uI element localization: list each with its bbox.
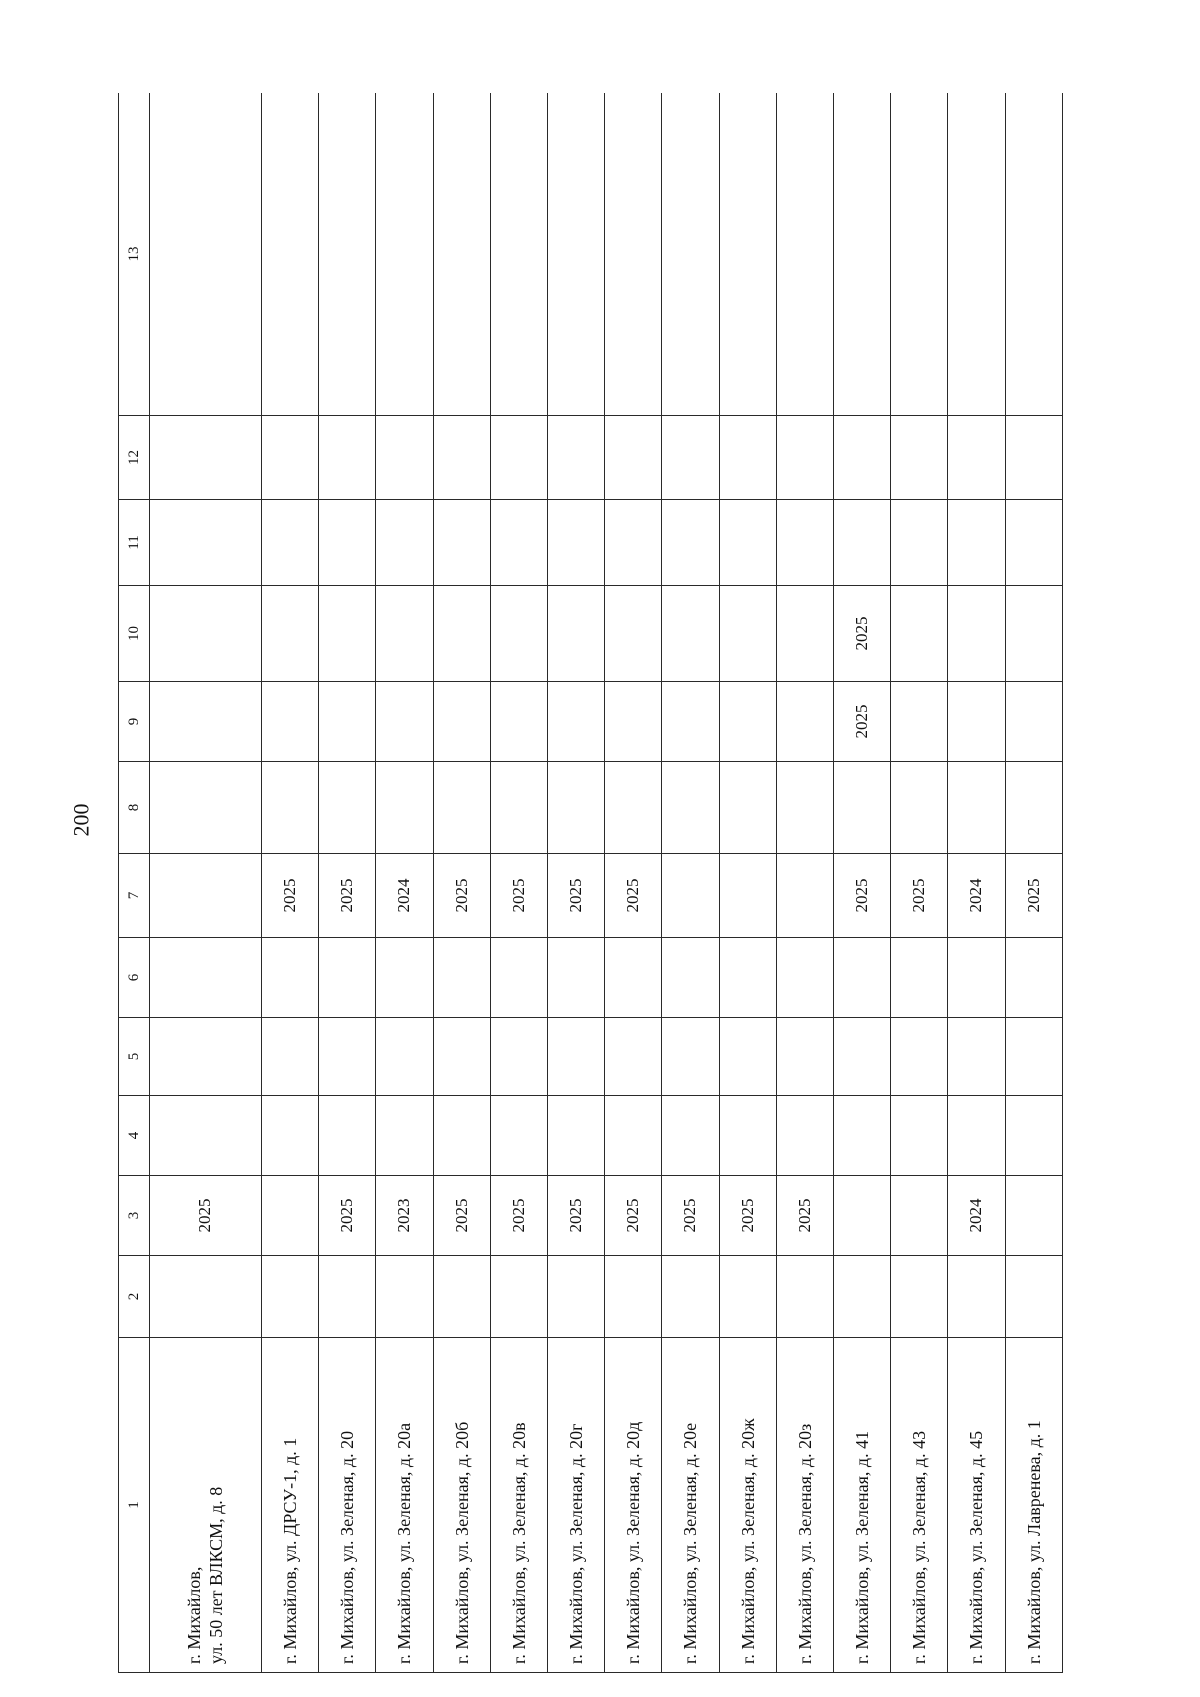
- value-cell-col-5: [547, 1018, 604, 1096]
- value-cell-col-4: [1005, 1096, 1062, 1176]
- value-cell-col-12: [261, 416, 318, 500]
- value-cell-col-2: [662, 1256, 719, 1338]
- value-cell-col-3: [833, 1176, 890, 1256]
- value-cell-col-5: [833, 1018, 890, 1096]
- value-cell-col-11: [547, 500, 604, 586]
- value-cell-col-4: [662, 1096, 719, 1176]
- value-cell-col-8: [433, 762, 490, 854]
- value-cell-col-4: [490, 1096, 547, 1176]
- value-cell-col-4: [719, 1096, 776, 1176]
- value-cell-col-11: [261, 500, 318, 586]
- value-cell-col-12: [776, 416, 833, 500]
- value-cell-col-3: 2025: [319, 1176, 376, 1256]
- value-cell-col-6: [261, 938, 318, 1018]
- table-row: [261, 93, 318, 1673]
- address-cell: [376, 1338, 433, 1673]
- value-cell-col-10: 2025: [833, 586, 890, 682]
- value-cell-col-11: [319, 500, 376, 586]
- value-cell-col-5: [776, 1018, 833, 1096]
- address-line: г. Михайлов, ул. Зеленая, д. 20г: [566, 1423, 587, 1664]
- address-line: г. Михайлов, ул. Зеленая, д. 45: [966, 1430, 987, 1664]
- value-cell-col-9: [261, 682, 318, 762]
- value-cell-col-7: [150, 854, 262, 938]
- value-cell-col-10: [319, 586, 376, 682]
- address-cell: [433, 1338, 490, 1673]
- value-cell-col-11: [433, 500, 490, 586]
- value-cell-col-12: [1005, 416, 1062, 500]
- value-cell-col-3: 2024: [948, 1176, 1005, 1256]
- value-cell-col-3: 2025: [605, 1176, 662, 1256]
- header-row: [119, 93, 150, 1673]
- value-cell-col-5: [490, 1018, 547, 1096]
- table-row: [547, 93, 604, 1673]
- value-cell-col-10: [1005, 586, 1062, 682]
- value-cell-col-4: [150, 1096, 262, 1176]
- value-cell-col-2: [833, 1256, 890, 1338]
- value-cell-col-10: [891, 586, 948, 682]
- value-cell-col-9: [319, 682, 376, 762]
- value-cell-col-7: [719, 854, 776, 938]
- value-cell-col-3: 2025: [490, 1176, 547, 1256]
- value-cell-col-5: [433, 1018, 490, 1096]
- value-cell-col-12: [319, 416, 376, 500]
- value-cell-col-11: [1005, 500, 1062, 586]
- value-cell-col-6: [547, 938, 604, 1018]
- value-cell-col-12: [833, 416, 890, 500]
- value-cell-col-13: [662, 93, 719, 416]
- value-cell-col-3: 2025: [662, 1176, 719, 1256]
- value-cell-col-12: [719, 416, 776, 500]
- address-cell: [662, 1338, 719, 1673]
- value-cell-col-9: 2025: [833, 682, 890, 762]
- column-header-9: 9: [119, 682, 150, 762]
- rotated-table-container: [118, 93, 1063, 1673]
- value-cell-col-7: 2024: [376, 854, 433, 938]
- value-cell-col-2: [261, 1256, 318, 1338]
- value-cell-col-13: [605, 93, 662, 416]
- value-cell-col-2: [319, 1256, 376, 1338]
- column-header-2: 2: [119, 1256, 150, 1338]
- address-cell: [1005, 1338, 1062, 1673]
- column-header-8: 8: [119, 762, 150, 854]
- column-header-12: 12: [119, 416, 150, 500]
- address-line: г. Михайлов, ул. Зеленая, д. 20а: [394, 1422, 415, 1664]
- table-row: [719, 93, 776, 1673]
- value-cell-col-3: [1005, 1176, 1062, 1256]
- value-cell-col-12: [605, 416, 662, 500]
- address-line: г. Михайлов, ул. Зеленая, д. 41: [852, 1430, 873, 1664]
- schedule-table: [118, 93, 1063, 1673]
- value-cell-col-13: [547, 93, 604, 416]
- table-row: [376, 93, 433, 1673]
- value-cell-col-4: [833, 1096, 890, 1176]
- value-cell-col-7: 2024: [948, 854, 1005, 938]
- address-line: ул. 50 лет ВЛКСМ, д. 8: [206, 1486, 227, 1664]
- address-line: г. Михайлов, ул. Зеленая, д. 20е: [680, 1422, 701, 1664]
- table-row: [319, 93, 376, 1673]
- value-cell-col-2: [948, 1256, 1005, 1338]
- table-row: [150, 93, 262, 1673]
- value-cell-col-13: [319, 93, 376, 416]
- value-cell-col-2: [376, 1256, 433, 1338]
- value-cell-col-4: [547, 1096, 604, 1176]
- value-cell-col-3: 2023: [376, 1176, 433, 1256]
- value-cell-col-4: [605, 1096, 662, 1176]
- value-cell-col-13: [891, 93, 948, 416]
- value-cell-col-7: 2025: [490, 854, 547, 938]
- value-cell-col-5: [261, 1018, 318, 1096]
- address-cell: [150, 1338, 262, 1673]
- value-cell-col-9: [490, 682, 547, 762]
- value-cell-col-8: [319, 762, 376, 854]
- value-cell-col-13: [150, 93, 262, 416]
- value-cell-col-8: [891, 762, 948, 854]
- value-cell-col-7: 2025: [261, 854, 318, 938]
- value-cell-col-11: [490, 500, 547, 586]
- value-cell-col-6: [948, 938, 1005, 1018]
- value-cell-col-3: 2025: [150, 1176, 262, 1256]
- value-cell-col-3: 2025: [719, 1176, 776, 1256]
- value-cell-col-7: [776, 854, 833, 938]
- value-cell-col-8: [261, 762, 318, 854]
- value-cell-col-12: [150, 416, 262, 500]
- value-cell-col-10: [433, 586, 490, 682]
- value-cell-col-4: [891, 1096, 948, 1176]
- column-header-5: 5: [119, 1018, 150, 1096]
- value-cell-col-12: [376, 416, 433, 500]
- value-cell-col-5: [150, 1018, 262, 1096]
- value-cell-col-7: 2025: [547, 854, 604, 938]
- value-cell-col-4: [376, 1096, 433, 1176]
- value-cell-col-5: [719, 1018, 776, 1096]
- value-cell-col-5: [376, 1018, 433, 1096]
- table-row: [662, 93, 719, 1673]
- value-cell-col-13: [490, 93, 547, 416]
- value-cell-col-8: [376, 762, 433, 854]
- value-cell-col-12: [891, 416, 948, 500]
- value-cell-col-6: [150, 938, 262, 1018]
- value-cell-col-4: [433, 1096, 490, 1176]
- value-cell-col-6: [376, 938, 433, 1018]
- value-cell-col-9: [662, 682, 719, 762]
- value-cell-col-2: [1005, 1256, 1062, 1338]
- column-header-10: 10: [119, 586, 150, 682]
- value-cell-col-11: [662, 500, 719, 586]
- column-header-11: 11: [119, 500, 150, 586]
- value-cell-col-13: [776, 93, 833, 416]
- value-cell-col-12: [662, 416, 719, 500]
- value-cell-col-8: [662, 762, 719, 854]
- address-line: г. Михайлов, ул. Зеленая, д. 20в: [508, 1422, 529, 1664]
- address-line: г. Михайлов, ул. Зеленая, д. 43: [909, 1430, 930, 1664]
- value-cell-col-4: [319, 1096, 376, 1176]
- value-cell-col-3: 2025: [547, 1176, 604, 1256]
- value-cell-col-10: [719, 586, 776, 682]
- value-cell-col-6: [319, 938, 376, 1018]
- value-cell-col-6: [776, 938, 833, 1018]
- column-header-4: 4: [119, 1096, 150, 1176]
- value-cell-col-8: [948, 762, 1005, 854]
- table-row: [891, 93, 948, 1673]
- value-cell-col-3: [261, 1176, 318, 1256]
- address-line: г. Михайлов, ул. Зеленая, д. 20ж: [737, 1418, 758, 1664]
- value-cell-col-11: [776, 500, 833, 586]
- value-cell-col-10: [547, 586, 604, 682]
- value-cell-col-8: [150, 762, 262, 854]
- page-number: [68, 800, 94, 840]
- value-cell-col-9: [719, 682, 776, 762]
- value-cell-col-11: [948, 500, 1005, 586]
- value-cell-col-7: 2025: [1005, 854, 1062, 938]
- value-cell-col-2: [719, 1256, 776, 1338]
- table-header: [119, 93, 150, 1673]
- value-cell-col-7: 2025: [433, 854, 490, 938]
- value-cell-col-13: [433, 93, 490, 416]
- value-cell-col-10: [662, 586, 719, 682]
- value-cell-col-8: [490, 762, 547, 854]
- address-line: г. Михайлов, ул. Зеленая, д. 20з: [794, 1423, 815, 1664]
- table-body: [150, 93, 1063, 1673]
- value-cell-col-6: [833, 938, 890, 1018]
- table-row: [948, 93, 1005, 1673]
- value-cell-col-3: 2025: [433, 1176, 490, 1256]
- value-cell-col-8: [833, 762, 890, 854]
- address-line: г. Михайлов, ул. Лавренева, д. 1: [1023, 1420, 1044, 1664]
- value-cell-col-11: [376, 500, 433, 586]
- value-cell-col-5: [605, 1018, 662, 1096]
- value-cell-col-13: [376, 93, 433, 416]
- value-cell-col-12: [490, 416, 547, 500]
- value-cell-col-9: [776, 682, 833, 762]
- value-cell-col-13: [833, 93, 890, 416]
- value-cell-col-11: [150, 500, 262, 586]
- address-cell: [719, 1338, 776, 1673]
- value-cell-col-5: [662, 1018, 719, 1096]
- table-row: [776, 93, 833, 1673]
- value-cell-col-8: [547, 762, 604, 854]
- value-cell-col-7: 2025: [891, 854, 948, 938]
- table-row: [833, 93, 890, 1673]
- value-cell-col-2: [547, 1256, 604, 1338]
- value-cell-col-10: [376, 586, 433, 682]
- address-cell: [605, 1338, 662, 1673]
- value-cell-col-12: [948, 416, 1005, 500]
- value-cell-col-6: [433, 938, 490, 1018]
- document-table-area: [118, 93, 1063, 1673]
- value-cell-col-8: [776, 762, 833, 854]
- value-cell-col-13: [261, 93, 318, 416]
- address-cell: [261, 1338, 318, 1673]
- value-cell-col-6: [490, 938, 547, 1018]
- value-cell-col-3: 2025: [776, 1176, 833, 1256]
- value-cell-col-9: [1005, 682, 1062, 762]
- address-cell: [833, 1338, 890, 1673]
- value-cell-col-13: [948, 93, 1005, 416]
- value-cell-col-7: 2025: [605, 854, 662, 938]
- value-cell-col-6: [1005, 938, 1062, 1018]
- value-cell-col-12: [433, 416, 490, 500]
- value-cell-col-9: [547, 682, 604, 762]
- address-cell: [547, 1338, 604, 1673]
- value-cell-col-11: [891, 500, 948, 586]
- value-cell-col-5: [948, 1018, 1005, 1096]
- value-cell-col-2: [150, 1256, 262, 1338]
- address-cell: [776, 1338, 833, 1673]
- column-header-1: 1: [119, 1338, 150, 1673]
- page-number-text: 200: [68, 803, 93, 837]
- value-cell-col-7: 2025: [833, 854, 890, 938]
- value-cell-col-2: [891, 1256, 948, 1338]
- address-cell: [490, 1338, 547, 1673]
- table-row: [433, 93, 490, 1673]
- column-header-6: 6: [119, 938, 150, 1018]
- value-cell-col-8: [605, 762, 662, 854]
- value-cell-col-9: [150, 682, 262, 762]
- value-cell-col-12: [547, 416, 604, 500]
- value-cell-col-9: [605, 682, 662, 762]
- value-cell-col-10: [776, 586, 833, 682]
- address-cell: [891, 1338, 948, 1673]
- value-cell-col-2: [433, 1256, 490, 1338]
- value-cell-col-11: [719, 500, 776, 586]
- value-cell-col-4: [776, 1096, 833, 1176]
- address-line: г. Михайлов, ул. Зеленая, д. 20д: [623, 1421, 644, 1664]
- value-cell-col-6: [719, 938, 776, 1018]
- value-cell-col-7: 2025: [319, 854, 376, 938]
- value-cell-col-6: [662, 938, 719, 1018]
- value-cell-col-13: [1005, 93, 1062, 416]
- value-cell-col-9: [433, 682, 490, 762]
- value-cell-col-6: [605, 938, 662, 1018]
- value-cell-col-11: [605, 500, 662, 586]
- value-cell-col-10: [948, 586, 1005, 682]
- column-header-13: 13: [119, 93, 150, 416]
- value-cell-col-10: [150, 586, 262, 682]
- value-cell-col-8: [719, 762, 776, 854]
- value-cell-col-9: [891, 682, 948, 762]
- value-cell-col-5: [891, 1018, 948, 1096]
- value-cell-col-2: [605, 1256, 662, 1338]
- value-cell-col-5: [1005, 1018, 1062, 1096]
- value-cell-col-8: [1005, 762, 1062, 854]
- value-cell-col-9: [948, 682, 1005, 762]
- value-cell-col-10: [490, 586, 547, 682]
- value-cell-col-13: [719, 93, 776, 416]
- value-cell-col-7: [662, 854, 719, 938]
- address-line: г. Михайлов,: [184, 1566, 205, 1664]
- address-line: г. Михайлов, ул. Зеленая, д. 20б: [451, 1421, 472, 1664]
- value-cell-col-4: [261, 1096, 318, 1176]
- column-header-7: 7: [119, 854, 150, 938]
- value-cell-col-2: [490, 1256, 547, 1338]
- value-cell-col-4: [948, 1096, 1005, 1176]
- value-cell-col-3: [891, 1176, 948, 1256]
- value-cell-col-9: [376, 682, 433, 762]
- address-cell: [319, 1338, 376, 1673]
- value-cell-col-10: [605, 586, 662, 682]
- value-cell-col-6: [891, 938, 948, 1018]
- table-row: [605, 93, 662, 1673]
- column-header-3: 3: [119, 1176, 150, 1256]
- value-cell-col-2: [776, 1256, 833, 1338]
- address-line: г. Михайлов, ул. ДРСУ-1, д. 1: [280, 1437, 301, 1664]
- value-cell-col-5: [319, 1018, 376, 1096]
- table-row: [490, 93, 547, 1673]
- value-cell-col-11: [833, 500, 890, 586]
- value-cell-col-10: [261, 586, 318, 682]
- table-row: [1005, 93, 1062, 1673]
- address-cell: [948, 1338, 1005, 1673]
- address-line: г. Михайлов, ул. Зеленая, д. 20: [337, 1430, 358, 1664]
